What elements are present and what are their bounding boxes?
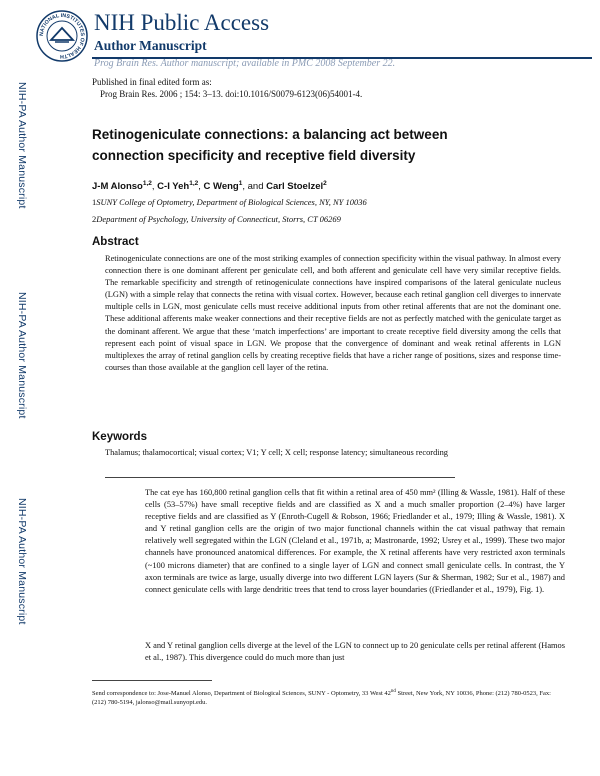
affiliation-text: SUNY College of Optometry, Department of Biological Sciences, NY, NY 10036 bbox=[96, 197, 367, 207]
affiliation-1 bbox=[92, 197, 367, 207]
article-title-line-1: Retinogeniculate connections: a balancing act between bbox=[92, 127, 448, 142]
section-divider bbox=[105, 477, 455, 478]
author-affiliation-mark: 1,2 bbox=[142, 180, 152, 187]
footnote-divider bbox=[92, 680, 212, 681]
article-title-line-2: connection specificity and receptive field diversity bbox=[92, 148, 416, 163]
footnote-text-end: Street, New York, NY 10036, Phone: (212) 780-0523, Fax: (212) 780-5194, jalonso@mail.sunyopt.edu. bbox=[92, 690, 551, 707]
sidebar-label-2: NIH-PA Author Manuscript bbox=[16, 292, 28, 419]
keywords-text: Thalamus; thalamocortical; visual cortex; V1; Y cell; X cell; response latency; simultaneous recording bbox=[105, 448, 448, 457]
body-paragraph-1: The cat eye has 160,800 retinal ganglion cells that fit within a retinal area of 450 mm² (Illing & Wassle, 1981). Half of these cells (53–57%) have small receptive fields and are classified as X and a much smaller proportion (2–4%) have larger receptive fields and are classified as Y (Enroth-Cugell & Robson, 1966; Friedlander et al., 1979; Illing & Wassle, 1981). X and Y retinal ganglion cells are the origin of two major functional channels within the cat visual pathway that remain relatively well segregated within the LGN (Cleland et al., 1971b, a; Mastronarde, 1992; Usrey et al., 1999). These two major channels have pronounced anatomical differences. For example, the X retinal afferents have very restricted axon terminals (~100 microns diameter) that are confined to a single layer of LGN and connect small geniculate cells. In contrast, the Y axon terminals are twice as large, usually diverge into two different LGN layers (Sur & Sherman, 1982; Sur et al., 1987) and connect geniculate cells with large dendritic trees that tend to cross layer boundaries ((Friedlander et al., 1979), Fig. 1). bbox=[145, 488, 565, 594]
body-paragraph-2: X and Y retinal ganglion cells diverge at the level of the LGN to connect up to 20 geniculate cells per retinal afferent (Hamos et al., 1987). This divergence could do much more than just bbox=[145, 641, 565, 663]
author-manuscript-label: Author Manuscript bbox=[94, 38, 207, 53]
sidebar-label-1: NIH-PA Author Manuscript bbox=[16, 82, 28, 209]
affiliation-text: Department of Psychology, University of Connecticut, Storrs, CT 06269 bbox=[96, 214, 341, 224]
footnote-text-start: Send correspondence to: Jose-Manuel Alonso, Department of Biological Sciences, SUNY - Optometry, 33 West 42 bbox=[92, 690, 391, 698]
author-name: Carl Stoelzel bbox=[266, 181, 324, 193]
author-list bbox=[92, 180, 327, 192]
author-affiliation-mark: 1,2 bbox=[189, 180, 199, 187]
affiliation-2 bbox=[92, 214, 341, 224]
svg-text:NATIONAL INSTITUTES OF HEALTH bbox=[39, 13, 85, 59]
author-name: J-M Alonso bbox=[92, 181, 143, 193]
author-affiliation-mark: 1 bbox=[238, 180, 243, 187]
correspondence-footnote bbox=[92, 687, 562, 707]
article-title bbox=[92, 124, 562, 166]
author-name: C-I Yeh bbox=[157, 181, 190, 193]
author-separator: , and bbox=[242, 181, 267, 193]
abstract-heading: Abstract bbox=[92, 236, 139, 248]
published-in-label: Published in final edited form as: bbox=[92, 77, 212, 87]
nih-public-access-title: NIH Public Access bbox=[94, 10, 270, 35]
author-name: C Weng bbox=[203, 181, 239, 193]
sidebar-label-3: NIH-PA Author Manuscript bbox=[16, 498, 28, 625]
affiliation-number: 2 bbox=[92, 214, 97, 224]
logo-ring-text: NATIONAL INSTITUTES OF HEALTH bbox=[38, 12, 86, 60]
footnote-superscript: nd bbox=[390, 689, 396, 694]
abstract-text: Retinogeniculate connections are one of the most striking examples of connection specificity within the visual pathway. In almost every connection there is one dominant afferent per geniculate cell, and both afferent and geniculate cell have very similar receptive fields. The remarkable specificity and strength of retinogeniculate connections have inspired comparisons of the lateral geniculate nucleus (LGN) with a simple relay that connects the retina with visual cortex. However, because each retinal ganglion cell diverges to innervate multiple cells in LGN, most geniculate cells must receive additional inputs from other retinal afferents that are not the dominant one. These additional afferents make weaker connections and their receptive fields are not as perfectly matched with the geniculate target as the dominant afferent. We argue that these ‘match imperfections’ are important to create receptive field diversity among the cells that represent each point of visual space in LGN. We propose that the convergence of dominant and weak retinal afferents in LGN multiplexes the array of retinal ganglion cells by creating receptive fields that have a richer range of positions, sizes and response time-courses than those available at the ganglion cell layer of the retina. bbox=[105, 254, 561, 372]
citation: Prog Brain Res. 2006 ; 154: 3–13. doi:10.1016/S0079-6123(06)54001-4. bbox=[100, 89, 363, 99]
author-separator: , bbox=[198, 181, 204, 193]
nih-logo bbox=[36, 10, 88, 62]
journal-availability: Prog Brain Res. Author manuscript; available in PMC 2008 September 22. bbox=[94, 58, 396, 69]
affiliation-number: 1 bbox=[92, 197, 97, 207]
keywords-heading: Keywords bbox=[92, 431, 147, 443]
author-separator: , bbox=[151, 181, 158, 193]
author-affiliation-mark: 2 bbox=[323, 180, 327, 187]
